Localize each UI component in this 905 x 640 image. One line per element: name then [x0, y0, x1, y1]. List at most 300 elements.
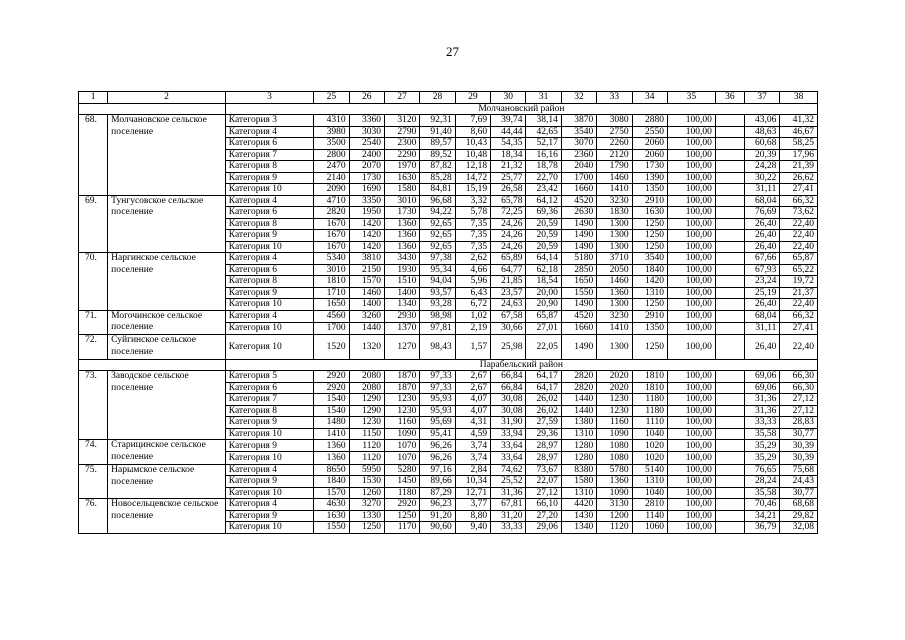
settlement-number: 69. — [79, 195, 108, 253]
value-cell: 27,20 — [526, 510, 561, 522]
value-cell: 100,00 — [667, 310, 715, 322]
value-cell — [715, 499, 744, 511]
value-cell — [715, 394, 744, 406]
value-cell: 5780 — [597, 464, 632, 476]
value-cell: 31,11 — [744, 184, 779, 196]
value-cell: 73,67 — [526, 464, 561, 476]
value-cell: 98,43 — [420, 335, 455, 360]
table-row — [79, 371, 818, 383]
settlement-name: Заводское сельское поселение — [108, 371, 226, 440]
category-cell: Категория 9 — [225, 510, 313, 522]
value-cell: 62,18 — [526, 264, 561, 276]
value-cell: 28,97 — [526, 440, 561, 452]
value-cell: 1120 — [597, 522, 632, 534]
value-cell: 1340 — [561, 522, 596, 534]
value-cell: 3,77 — [455, 499, 490, 511]
value-cell: 1520 — [314, 335, 349, 360]
value-cell — [715, 230, 744, 242]
value-cell: 4520 — [561, 310, 596, 322]
value-cell: 1090 — [597, 428, 632, 440]
value-cell: 2080 — [349, 382, 384, 394]
value-cell: 4,31 — [455, 417, 490, 429]
value-cell: 1350 — [632, 322, 667, 334]
value-cell: 92,65 — [420, 241, 455, 253]
value-cell: 1320 — [349, 335, 384, 360]
value-cell: 21,85 — [491, 276, 526, 288]
value-cell: 4,07 — [455, 394, 490, 406]
value-cell: 1300 — [597, 241, 632, 253]
value-cell: 97,33 — [420, 371, 455, 383]
value-cell — [715, 428, 744, 440]
value-cell — [715, 161, 744, 173]
value-cell: 1450 — [384, 476, 419, 488]
value-cell: 100,00 — [667, 172, 715, 184]
value-cell: 9,40 — [455, 522, 490, 534]
value-cell: 2930 — [384, 310, 419, 322]
value-cell: 3350 — [349, 195, 384, 207]
value-cell: 70,46 — [744, 499, 779, 511]
value-cell: 24,26 — [491, 218, 526, 230]
value-cell: 26,40 — [744, 335, 779, 360]
value-cell: 1630 — [384, 172, 419, 184]
category-cell: Категория 8 — [225, 218, 313, 230]
category-cell: Категория 10 — [225, 299, 313, 311]
settlement-name: Тунгусовское сельское поселение — [108, 195, 226, 253]
category-cell: Категория 10 — [225, 184, 313, 196]
value-cell: 1270 — [384, 335, 419, 360]
value-cell: 100,00 — [667, 440, 715, 452]
category-cell: Категория 4 — [225, 126, 313, 138]
value-cell — [715, 299, 744, 311]
value-cell: 52,17 — [526, 138, 561, 150]
value-cell: 2400 — [349, 149, 384, 161]
value-cell: 33,33 — [744, 417, 779, 429]
value-cell: 65,87 — [780, 253, 818, 265]
value-cell: 66,30 — [780, 371, 818, 383]
value-cell: 1360 — [384, 218, 419, 230]
value-cell — [715, 172, 744, 184]
value-cell: 1670 — [314, 241, 349, 253]
value-cell — [715, 195, 744, 207]
settlement-number: 73. — [79, 371, 108, 440]
value-cell — [715, 464, 744, 476]
header-cell: 33 — [597, 92, 632, 104]
value-cell: 1840 — [314, 476, 349, 488]
value-cell: 2060 — [632, 149, 667, 161]
header-cell: 29 — [455, 92, 490, 104]
value-cell: 31,20 — [491, 510, 526, 522]
value-cell — [715, 264, 744, 276]
value-cell — [715, 115, 744, 127]
value-cell: 29,06 — [526, 522, 561, 534]
value-cell: 65,89 — [491, 253, 526, 265]
value-cell: 1110 — [632, 417, 667, 429]
value-cell: 100,00 — [667, 241, 715, 253]
value-cell: 30,39 — [780, 452, 818, 464]
value-cell: 92,65 — [420, 230, 455, 242]
value-cell: 95,93 — [420, 405, 455, 417]
settlement-name: Новосельцевское сельское поселение — [108, 499, 226, 534]
value-cell: 20,39 — [744, 149, 779, 161]
value-cell: 3540 — [561, 126, 596, 138]
value-cell: 2820 — [314, 207, 349, 219]
category-cell: Категория 9 — [225, 230, 313, 242]
value-cell: 5,78 — [455, 207, 490, 219]
category-cell: Категория 9 — [225, 440, 313, 452]
value-cell: 18,54 — [526, 276, 561, 288]
value-cell: 1360 — [597, 476, 632, 488]
value-cell: 1280 — [561, 452, 596, 464]
value-cell: 2800 — [314, 149, 349, 161]
value-cell: 69,36 — [526, 207, 561, 219]
value-cell: 2120 — [597, 149, 632, 161]
value-cell: 22,40 — [780, 335, 818, 360]
value-cell: 1230 — [349, 417, 384, 429]
category-cell: Категория 6 — [225, 264, 313, 276]
header-cell: 34 — [632, 92, 667, 104]
settlement-number: 72. — [79, 335, 108, 360]
value-cell: 41,32 — [780, 115, 818, 127]
value-cell: 64,14 — [526, 253, 561, 265]
value-cell: 4,07 — [455, 405, 490, 417]
value-cell: 2850 — [561, 264, 596, 276]
value-cell: 2090 — [314, 184, 349, 196]
table-row — [79, 195, 818, 207]
value-cell: 1830 — [597, 207, 632, 219]
value-cell: 2,67 — [455, 371, 490, 383]
value-cell: 1310 — [561, 428, 596, 440]
value-cell: 4310 — [314, 115, 349, 127]
value-cell: 1670 — [314, 218, 349, 230]
value-cell: 96,26 — [420, 452, 455, 464]
settlement-name: Суйгинское сельское поселение — [108, 335, 226, 360]
value-cell: 31,90 — [491, 417, 526, 429]
value-cell — [715, 241, 744, 253]
value-cell: 8,80 — [455, 510, 490, 522]
value-cell — [715, 310, 744, 322]
value-cell: 1660 — [561, 322, 596, 334]
value-cell: 91,40 — [420, 126, 455, 138]
value-cell: 28,97 — [526, 452, 561, 464]
value-cell: 1040 — [632, 487, 667, 499]
value-cell: 100,00 — [667, 299, 715, 311]
value-cell: 26,58 — [491, 184, 526, 196]
value-cell: 1360 — [314, 452, 349, 464]
table-row — [79, 310, 818, 322]
value-cell — [715, 487, 744, 499]
value-cell: 67,81 — [491, 499, 526, 511]
category-cell: Категория 6 — [225, 138, 313, 150]
value-cell: 29,36 — [526, 428, 561, 440]
value-cell: 5,96 — [455, 276, 490, 288]
value-cell: 100,00 — [667, 115, 715, 127]
value-cell: 1360 — [597, 287, 632, 299]
value-cell: 18,78 — [526, 161, 561, 173]
value-cell: 60,68 — [744, 138, 779, 150]
value-cell: 20,59 — [526, 241, 561, 253]
value-cell: 87,29 — [420, 487, 455, 499]
value-cell: 100,00 — [667, 382, 715, 394]
value-cell: 1280 — [561, 440, 596, 452]
value-cell: 3130 — [597, 499, 632, 511]
category-cell: Категория 8 — [225, 276, 313, 288]
category-cell: Категория 9 — [225, 172, 313, 184]
value-cell — [715, 207, 744, 219]
value-cell: 3230 — [597, 195, 632, 207]
value-cell: 2080 — [349, 371, 384, 383]
value-cell: 1070 — [384, 452, 419, 464]
value-cell: 27,41 — [780, 322, 818, 334]
value-cell: 1420 — [349, 230, 384, 242]
value-cell: 100,00 — [667, 476, 715, 488]
value-cell: 30,08 — [491, 394, 526, 406]
value-cell: 20,59 — [526, 230, 561, 242]
value-cell: 2300 — [384, 138, 419, 150]
value-cell: 23,42 — [526, 184, 561, 196]
value-cell: 33,33 — [491, 522, 526, 534]
value-cell: 18,34 — [491, 149, 526, 161]
value-cell: 2360 — [561, 149, 596, 161]
header-cell: 38 — [780, 92, 818, 104]
category-cell: Категория 8 — [225, 405, 313, 417]
value-cell: 1430 — [561, 510, 596, 522]
value-cell: 1660 — [561, 184, 596, 196]
value-cell: 2140 — [314, 172, 349, 184]
value-cell: 100,00 — [667, 195, 715, 207]
value-cell: 31,36 — [744, 405, 779, 417]
value-cell: 22,40 — [780, 299, 818, 311]
value-cell: 1250 — [632, 218, 667, 230]
value-cell: 3070 — [561, 138, 596, 150]
value-cell: 24,63 — [491, 299, 526, 311]
value-cell: 100,00 — [667, 149, 715, 161]
value-cell: 1250 — [632, 230, 667, 242]
value-cell: 10,34 — [455, 476, 490, 488]
value-cell: 2260 — [597, 138, 632, 150]
value-cell: 66,30 — [780, 382, 818, 394]
value-cell: 1410 — [597, 184, 632, 196]
value-cell: 36,79 — [744, 522, 779, 534]
value-cell: 1410 — [314, 428, 349, 440]
value-cell: 22,40 — [780, 230, 818, 242]
value-cell: 1480 — [314, 417, 349, 429]
value-cell: 3010 — [384, 195, 419, 207]
value-cell: 98,98 — [420, 310, 455, 322]
value-cell: 28,24 — [744, 476, 779, 488]
value-cell: 26,40 — [744, 218, 779, 230]
value-cell: 27,12 — [526, 487, 561, 499]
value-cell: 1290 — [349, 405, 384, 417]
value-cell: 1870 — [384, 382, 419, 394]
value-cell: 2040 — [561, 161, 596, 173]
value-cell: 3430 — [384, 253, 419, 265]
value-cell: 74,62 — [491, 464, 526, 476]
value-cell: 75,68 — [780, 464, 818, 476]
value-cell: 2920 — [314, 382, 349, 394]
table-row — [79, 464, 818, 476]
value-cell: 26,40 — [744, 230, 779, 242]
value-cell: 22,05 — [526, 335, 561, 360]
value-cell: 4,59 — [455, 428, 490, 440]
value-cell: 1550 — [314, 522, 349, 534]
value-cell: 1580 — [384, 184, 419, 196]
value-cell: 1700 — [561, 172, 596, 184]
category-cell: Категория 4 — [225, 499, 313, 511]
value-cell: 1420 — [632, 276, 667, 288]
value-cell: 27,59 — [526, 417, 561, 429]
value-cell: 96,23 — [420, 499, 455, 511]
value-cell: 100,00 — [667, 218, 715, 230]
region-row — [79, 359, 818, 371]
value-cell: 1310 — [561, 487, 596, 499]
value-cell: 28,83 — [780, 417, 818, 429]
header-cell: 25 — [314, 92, 349, 104]
value-cell: 1540 — [314, 405, 349, 417]
value-cell: 1250 — [349, 522, 384, 534]
value-cell — [715, 149, 744, 161]
value-cell: 3810 — [349, 253, 384, 265]
value-cell: 25,52 — [491, 476, 526, 488]
value-cell: 3500 — [314, 138, 349, 150]
value-cell: 100,00 — [667, 138, 715, 150]
value-cell: 100,00 — [667, 161, 715, 173]
category-cell: Категория 10 — [225, 335, 313, 360]
value-cell: 1400 — [349, 299, 384, 311]
value-cell: 1490 — [561, 218, 596, 230]
value-cell — [715, 382, 744, 394]
value-cell: 4,66 — [455, 264, 490, 276]
value-cell: 95,41 — [420, 428, 455, 440]
value-cell: 7,35 — [455, 218, 490, 230]
category-cell: Категория 10 — [225, 452, 313, 464]
header-cell: 1 — [79, 92, 108, 104]
value-cell: 100,00 — [667, 335, 715, 360]
value-cell: 95,93 — [420, 394, 455, 406]
value-cell: 1120 — [349, 452, 384, 464]
value-cell: 100,00 — [667, 405, 715, 417]
value-cell — [715, 276, 744, 288]
settlement-name: Нарымское сельское поселение — [108, 464, 226, 499]
value-cell: 1260 — [349, 487, 384, 499]
value-cell: 2150 — [349, 264, 384, 276]
value-cell: 1810 — [314, 276, 349, 288]
value-cell: 3230 — [597, 310, 632, 322]
value-cell: 2290 — [384, 149, 419, 161]
value-cell: 1230 — [597, 394, 632, 406]
table-row — [79, 253, 818, 265]
category-cell: Категория 4 — [225, 253, 313, 265]
value-cell: 1300 — [597, 335, 632, 360]
value-cell: 16,16 — [526, 149, 561, 161]
value-cell — [715, 476, 744, 488]
table-row — [79, 440, 818, 452]
value-cell: 3270 — [349, 499, 384, 511]
value-cell — [715, 287, 744, 299]
value-cell: 1440 — [561, 405, 596, 417]
value-cell: 1040 — [632, 428, 667, 440]
value-cell: 1350 — [632, 184, 667, 196]
value-cell: 85,28 — [420, 172, 455, 184]
value-cell: 26,02 — [526, 394, 561, 406]
value-cell: 7,35 — [455, 241, 490, 253]
value-cell: 3120 — [384, 115, 419, 127]
category-cell: Категория 5 — [225, 371, 313, 383]
value-cell: 46,67 — [780, 126, 818, 138]
value-cell: 67,93 — [744, 264, 779, 276]
value-cell: 1410 — [597, 322, 632, 334]
value-cell: 4520 — [561, 195, 596, 207]
value-cell — [715, 417, 744, 429]
value-cell: 100,00 — [667, 417, 715, 429]
value-cell: 2060 — [632, 138, 667, 150]
settlement-name: Старицинское сельское поселение — [108, 440, 226, 465]
value-cell: 26,40 — [744, 299, 779, 311]
category-cell: Категория 4 — [225, 464, 313, 476]
value-cell: 2,62 — [455, 253, 490, 265]
value-cell: 1730 — [349, 172, 384, 184]
value-cell: 3980 — [314, 126, 349, 138]
value-cell: 3540 — [632, 253, 667, 265]
value-cell: 1,57 — [455, 335, 490, 360]
value-cell: 89,66 — [420, 476, 455, 488]
value-cell — [715, 335, 744, 360]
header-cell: 26 — [349, 92, 384, 104]
category-cell: Категория 8 — [225, 161, 313, 173]
value-cell: 25,77 — [491, 172, 526, 184]
value-cell: 1300 — [597, 218, 632, 230]
value-cell: 1180 — [384, 487, 419, 499]
value-cell: 2820 — [561, 371, 596, 383]
value-cell: 100,00 — [667, 126, 715, 138]
value-cell: 87,82 — [420, 161, 455, 173]
value-cell: 3,74 — [455, 440, 490, 452]
value-cell: 1570 — [314, 487, 349, 499]
value-cell: 1380 — [561, 417, 596, 429]
value-cell: 2470 — [314, 161, 349, 173]
region-row — [79, 103, 818, 115]
value-cell: 1250 — [632, 299, 667, 311]
value-cell: 21,37 — [780, 287, 818, 299]
value-cell: 1150 — [349, 428, 384, 440]
value-cell: 1340 — [384, 299, 419, 311]
region-spacer — [79, 103, 226, 115]
value-cell: 1160 — [597, 417, 632, 429]
value-cell: 2,84 — [455, 464, 490, 476]
category-cell: Категория 7 — [225, 394, 313, 406]
value-cell: 25,19 — [744, 287, 779, 299]
value-cell — [715, 522, 744, 534]
value-cell: 8650 — [314, 464, 349, 476]
value-cell: 30,66 — [491, 322, 526, 334]
table-row — [79, 499, 818, 511]
value-cell: 14,72 — [455, 172, 490, 184]
value-cell: 94,22 — [420, 207, 455, 219]
value-cell: 1730 — [632, 161, 667, 173]
value-cell: 92,31 — [420, 115, 455, 127]
category-cell: Категория 4 — [225, 310, 313, 322]
value-cell: 1310 — [632, 476, 667, 488]
header-cell: 28 — [420, 92, 455, 104]
value-cell: 20,59 — [526, 218, 561, 230]
value-cell: 2630 — [561, 207, 596, 219]
value-cell: 27,41 — [780, 184, 818, 196]
value-cell: 2540 — [349, 138, 384, 150]
value-cell: 54,35 — [491, 138, 526, 150]
value-cell: 2810 — [632, 499, 667, 511]
value-cell: 2020 — [597, 371, 632, 383]
value-cell: 69,06 — [744, 371, 779, 383]
value-cell: 2880 — [632, 115, 667, 127]
